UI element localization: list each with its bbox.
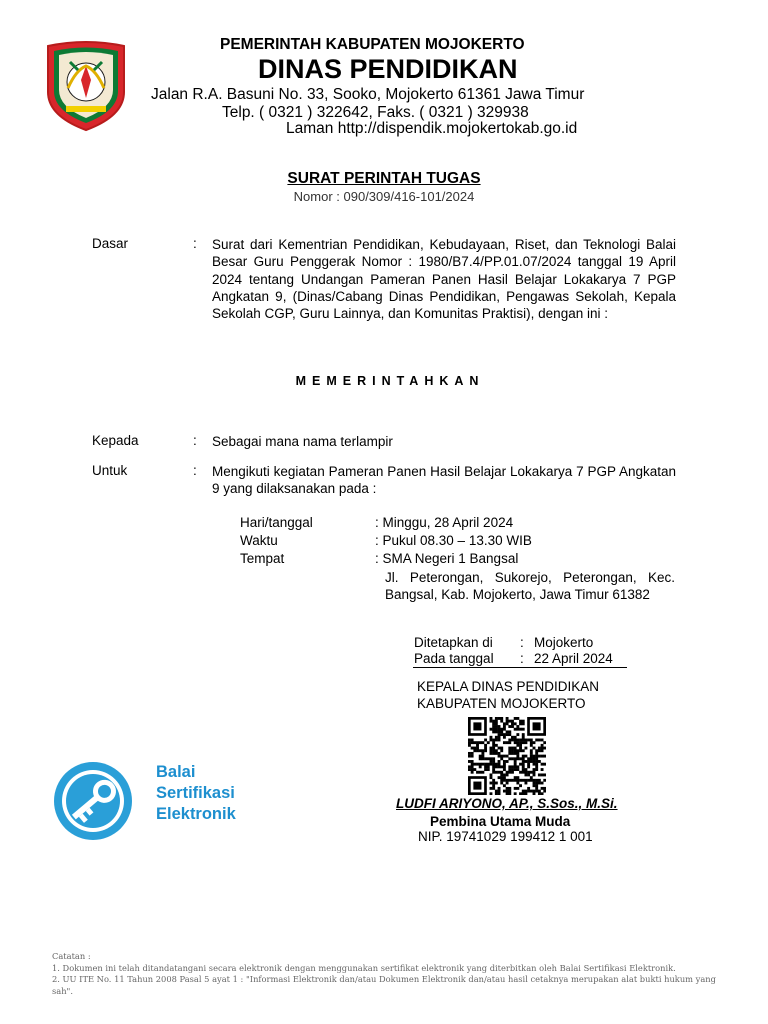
qr-code-icon — [468, 717, 546, 795]
issued-place-label: Ditetapkan di — [414, 635, 493, 650]
issued-place-value: Mojokerto — [534, 635, 594, 650]
kepada-label: Kepada — [92, 433, 139, 448]
regency-crest-icon — [38, 40, 134, 132]
kepada-colon: : — [193, 433, 197, 448]
notes-item-1: 1. Dokumen ini telah ditandatangani secara elektronik dengan menggunakan sertifikat elektronik yang diterbitkan oleh Balai Sertifikasi Elektronik. — [52, 962, 676, 973]
signatory-rank: Pembina Utama Muda — [430, 814, 571, 829]
schedule-place-value: : SMA Negeri 1 Bangsal — [375, 551, 519, 566]
issued-date-value: 22 April 2024 — [534, 651, 613, 666]
schedule-time-label: Waktu — [240, 533, 278, 548]
bse-text-line2: Sertifikasi — [156, 784, 235, 802]
issued-place-colon: : — [520, 635, 524, 650]
footer-notes — [52, 951, 722, 997]
notes-heading: Catatan : — [52, 951, 91, 961]
kepada-text: Sebagai mana nama terlampir — [212, 434, 393, 449]
untuk-text: Mengikuti kegiatan Pameran Panen Hasil Belajar Lokakarya 7 PGP Angkatan 9 yang dilaksanakan pada : — [212, 464, 676, 497]
schedule-day-label: Hari/tanggal — [240, 515, 313, 530]
schedule-time-value: : Pukul 08.30 – 13.30 WIB — [375, 533, 532, 548]
agency-website: Laman http://dispendik.mojokertokab.go.id — [286, 120, 578, 137]
document-number: Nomor : 090/309/416-101/2024 — [293, 189, 475, 204]
issued-date-label: Pada tanggal — [414, 651, 494, 666]
agency-phone: Telp. ( 0321 ) 322642, Faks. ( 0321 ) 329938 — [222, 104, 529, 121]
agency-address: Jalan R.A. Basuni No. 33, Sooko, Mojokerto 61361 Jawa Timur — [151, 86, 585, 103]
signatory-position-line2: KABUPATEN MOJOKERTO — [417, 696, 586, 711]
schedule-day-value: : Minggu, 28 April 2024 — [375, 515, 514, 530]
dasar-colon: : — [193, 236, 197, 251]
document-title: SURAT PERINTAH TUGAS — [287, 170, 481, 187]
dasar-text: Surat dari Kementrian Pendidikan, Kebudayaan, Riset, dan Teknologi Balai Besar Guru Penggerak Nomor : 1980/B7.4/PP.01.07/2024 tanggal 19 April 2024 tentang Undangan Pameran Panen Hasil Belajar Lokakarya 7 PGP Angkatan 9, (Dinas/Cabang Dinas Pendidikan, Pengawas Sekolah, Kepala Sekolah CGP, Guru Lainnya, dan Komunitas Praktisi), dengan ini : — [212, 237, 676, 322]
notes-item-2: 2. UU ITE No. 11 Tahun 2008 Pasal 5 ayat 1 : "Informasi Elektronik dan/atau Dokumen Elektronik dan/atau hasil cetaknya merupakan alat bukti hukum yang sah". — [52, 974, 716, 996]
schedule-place-label: Tempat — [240, 551, 285, 566]
government-name: PEMERINTAH KABUPATEN MOJOKERTO — [220, 36, 525, 53]
untuk-colon: : — [193, 463, 197, 478]
issued-date-underline — [413, 667, 627, 668]
agency-name: DINAS PENDIDIKAN — [258, 54, 518, 84]
issued-date-colon: : — [520, 651, 524, 666]
untuk-label: Untuk — [92, 463, 128, 478]
bse-text-line3: Elektronik — [156, 805, 236, 823]
dasar-label: Dasar — [92, 236, 129, 251]
bse-key-logo-icon — [52, 760, 134, 842]
signatory-name: LUDFI ARIYONO, AP., S.Sos., M.Si. — [396, 796, 618, 811]
order-heading: MEMERINTAHKAN — [295, 374, 485, 388]
schedule-place-address: Jl. Peterongan, Sukorejo, Peterongan, Kec. Bangsal, Kab. Mojokerto, Jawa Timur 61382 — [385, 570, 675, 603]
signatory-position-line1: KEPALA DINAS PENDIDIKAN — [417, 679, 600, 694]
bse-text-line1: Balai — [156, 763, 196, 781]
signatory-nip: NIP. 19741029 199412 1 001 — [418, 829, 593, 844]
